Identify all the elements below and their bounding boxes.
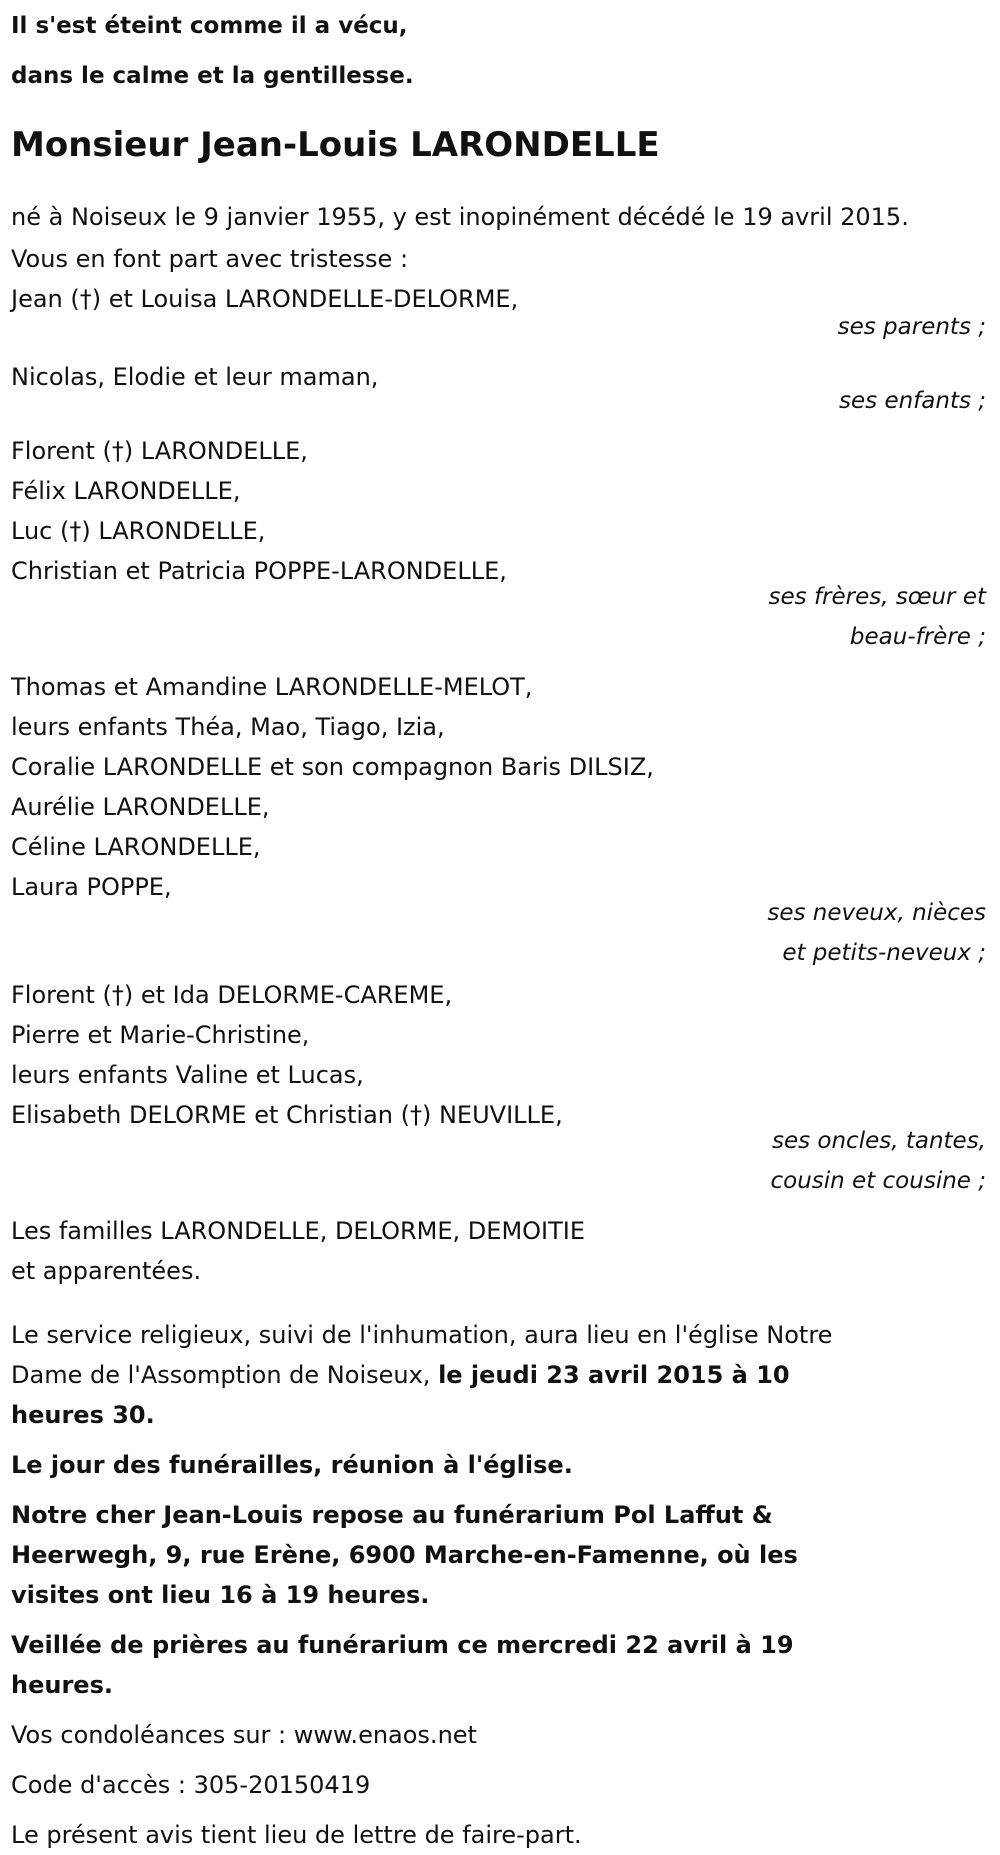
family-line: Coralie LARONDELLE et son compagnon Baris DILSIZ, — [11, 753, 654, 781]
family-line: Jean (†) et Louisa LARONDELLE-DELORME, — [11, 285, 519, 313]
relation-label: ses oncles, tantes, — [771, 1128, 986, 1154]
service-text: Le service religieux, suivi de l'inhumation, aura lieu en l'église Notre Dame de l'Assomption de Noiseux, — [11, 1321, 833, 1389]
families-block — [11, 1211, 1000, 1291]
family-line: Félix LARONDELLE, — [11, 477, 241, 505]
relation-label: beau-frère ; — [849, 624, 986, 650]
deceased-name: Monsieur Jean-Louis LARONDELLE — [11, 125, 660, 165]
uncles-block — [11, 975, 1000, 1201]
meeting-info: Le jour des funérailles, réunion à l'église. — [11, 1451, 573, 1479]
notice-line: Le présent avis tient lieu de lettre de faire-part. — [11, 1821, 582, 1849]
parents-block — [11, 279, 1000, 347]
access-code: Code d'accès : 305-20150419 — [11, 1771, 371, 1799]
family-line: Christian et Patricia POPPE-LARONDELLE, — [11, 557, 507, 585]
family-line: Luc (†) LARONDELLE, — [11, 517, 266, 545]
family-line: Aurélie LARONDELLE, — [11, 793, 270, 821]
family-line: Pierre et Marie-Christine, — [11, 1021, 310, 1049]
family-line: Les familles LARONDELLE, DELORME, DEMOITIE — [11, 1217, 586, 1245]
siblings-block — [11, 431, 1000, 657]
family-line: Céline LARONDELLE, — [11, 833, 261, 861]
family-line: Thomas et Amandine LARONDELLE-MELOT, — [11, 673, 533, 701]
epigraph — [11, 1, 1000, 101]
relation-label: ses parents ; — [837, 314, 986, 340]
children-block — [11, 357, 1000, 421]
obituary-notice — [0, 1, 1000, 1849]
condolences-info: Vos condoléances sur : www.enaos.net — [11, 1721, 477, 1749]
intro-line: Vous en font part avec tristesse : — [11, 245, 409, 273]
relation-label: cousin et cousine ; — [770, 1168, 986, 1194]
funeral-home-info: Notre cher Jean-Louis repose au funérarium Pol Laffut & Heerwegh, 9, rue Erène, 6900 Marche-en-Famenne, où les visites ont lieu 16 à 19 heures. — [11, 1501, 798, 1609]
epigraph-line: dans le calme et la gentillesse. — [11, 63, 414, 89]
relation-label: ses enfants ; — [839, 388, 986, 414]
relation-label: et petits-neveux ; — [782, 940, 986, 966]
family-line: leurs enfants Valine et Lucas, — [11, 1061, 364, 1089]
family-line: Nicolas, Elodie et leur maman, — [11, 363, 379, 391]
nephews-block — [11, 667, 1000, 973]
family-line: leurs enfants Théa, Mao, Tiago, Izia, — [11, 713, 445, 741]
family-line: Florent (†) et Ida DELORME-CAREME, — [11, 981, 453, 1009]
service-info — [11, 1315, 1000, 1435]
birth-death-line: né à Noiseux le 9 janvier 1955, y est inopinément décédé le 19 avril 2015. — [11, 203, 909, 231]
service-date: le jeudi 23 avril 2015 à 10 heures 30. — [11, 1361, 790, 1429]
family-line: et apparentées. — [11, 1257, 202, 1285]
relation-label: ses frères, sœur et — [768, 584, 986, 610]
epigraph-line: Il s'est éteint comme il a vécu, — [11, 13, 408, 39]
family-line: Laura POPPE, — [11, 873, 172, 901]
family-line: Elisabeth DELORME et Christian (†) NEUVILLE, — [11, 1101, 563, 1129]
relation-label: ses neveux, nièces — [767, 900, 986, 926]
family-line: Florent (†) LARONDELLE, — [11, 437, 308, 465]
vigil-info: Veillée de prières au funérarium ce mercredi 22 avril à 19 heures. — [11, 1631, 794, 1699]
